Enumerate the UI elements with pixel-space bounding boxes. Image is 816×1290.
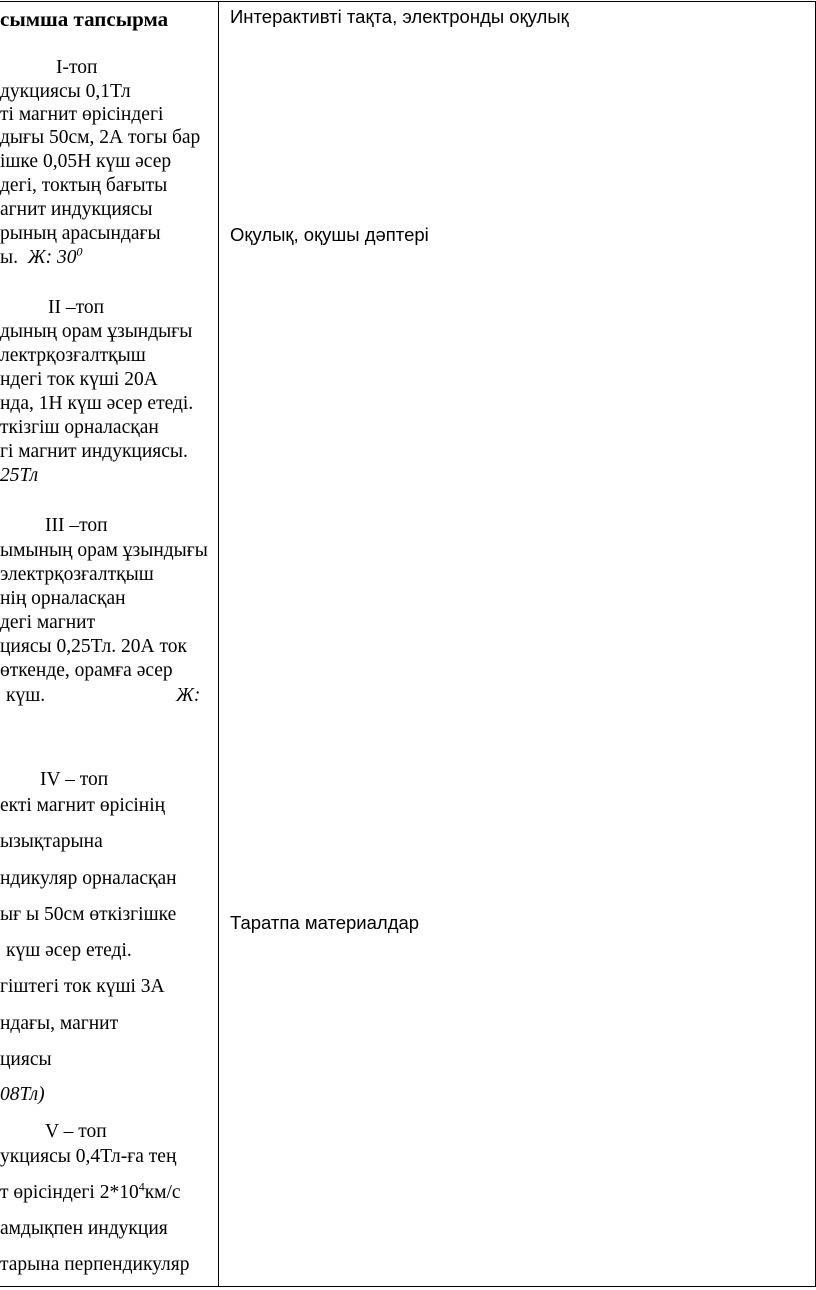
table-bottom-border: [0, 1286, 816, 1287]
group-5-title: V – топ: [45, 1121, 107, 1142]
group-4-line: ызықтарына: [0, 831, 103, 852]
group-3-line: циясы 0,25Тл. 20А ток: [0, 636, 187, 657]
group-2-answer: 25Тл: [0, 465, 39, 486]
group-1-answer-degree: 0: [76, 244, 83, 259]
resource-interactive-board: Интерактивті тақта, электронды оқулық: [230, 6, 569, 27]
group-1-line: ішке 0,05Н күш әсер: [0, 151, 172, 172]
group-4-line: ығ ы 50см өткізгішке: [0, 904, 177, 925]
group-3-title: ІІІ –топ: [45, 515, 108, 536]
group-1-line: агнит индукциясы: [0, 199, 153, 220]
group-4-line: гіштегі ток күші 3А: [0, 976, 165, 997]
group-3-line: электрқозғалтқыш: [0, 564, 154, 585]
group-5-line-2-exponent: 4: [138, 1179, 145, 1194]
group-5-line: тарына перпендикуляр: [0, 1254, 190, 1275]
group-2-line: нда, 1Н күш әсер етеді.: [0, 393, 194, 414]
group-4-answer: 08Тл): [0, 1084, 45, 1105]
group-2-line: лектрқозғалтқыш: [0, 345, 146, 366]
group-3-line: дегі магнит: [0, 612, 96, 633]
group-4-line: екті магнит өрісінің: [0, 795, 166, 816]
group-4-title: ІV – топ: [40, 769, 109, 790]
task-heading: сымша тапсырма: [0, 7, 169, 31]
group-4-line: ндикуляр орналасқан: [0, 868, 177, 889]
group-1-line: дығы 50см, 2А тогы бар: [0, 127, 201, 148]
group-1-answer: Ж: 30: [27, 247, 77, 268]
resource-textbook-notebook: Оқулық, оқушы дәптері: [230, 224, 429, 245]
group-1-answer-prefix: ы.: [0, 247, 18, 268]
group-1-line: дегі, токтың бағыты: [0, 175, 168, 196]
group-4-line: күш әсер етеді.: [6, 940, 132, 961]
group-5-line: амдықпен индукция: [0, 1218, 168, 1239]
group-3-line: өткенде, орамға әсер: [0, 660, 173, 681]
group-4-line: циясы: [0, 1049, 52, 1070]
group-5-line: укциясы 0,4Тл-ға тең: [0, 1146, 177, 1167]
group-1-line: рының арасындағы: [0, 223, 161, 244]
group-4-line: ндағы, магнит: [0, 1013, 119, 1034]
table-top-border: [0, 1, 816, 2]
group-2-title: ІІ –топ: [48, 297, 105, 318]
group-2-line: ндегі ток күші 20А: [0, 369, 158, 390]
group-1-line: дукциясы 0,1Тл: [0, 81, 131, 102]
group-5-line-2: [0, 1181, 181, 1205]
group-3-line: ымының орам ұзындығы: [0, 540, 208, 561]
group-3-last-line: күш.: [6, 685, 46, 706]
group-5-line-2-text: т өрісіндегі 2*10: [0, 1182, 139, 1203]
resource-handouts: Таратпа материалдар: [230, 912, 420, 933]
column-divider: [218, 1, 219, 1287]
group-2-line: дының орам ұзындығы: [0, 321, 193, 342]
group-3-line: нің орналасқан: [0, 588, 126, 609]
group-1-line: ті магнит өрісіндегі: [0, 104, 164, 125]
group-1-title: І-топ: [56, 57, 98, 78]
group-2-line: ткізгіш орналасқан: [0, 417, 159, 438]
group-5-line-2-unit: км/с: [144, 1182, 181, 1203]
group-3-answer: Ж:: [176, 685, 201, 706]
group-2-line: гі магнит индукциясы.: [0, 441, 188, 462]
group-1-answer-line: [0, 246, 82, 270]
